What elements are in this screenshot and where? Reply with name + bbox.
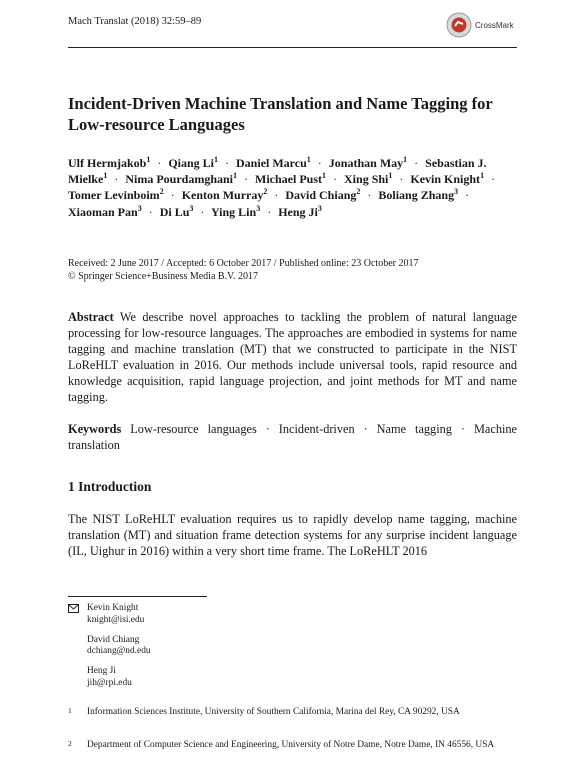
author-affiliation-mark: 2 bbox=[263, 187, 268, 197]
author-name: Di Lu bbox=[159, 204, 190, 219]
author bbox=[68, 205, 142, 219]
author-separator: · bbox=[267, 204, 272, 219]
author-separator: · bbox=[244, 172, 249, 187]
author-name: Kevin Knight bbox=[410, 172, 481, 187]
author-separator: · bbox=[399, 172, 404, 187]
author-name: Sebastian J. Mielke bbox=[68, 156, 487, 187]
author-name: Kevin Knight bbox=[87, 603, 139, 613]
author-affiliation-mark: 3 bbox=[317, 203, 322, 213]
author-separator: · bbox=[317, 156, 322, 170]
author bbox=[410, 172, 484, 186]
author bbox=[182, 188, 268, 202]
author-name: Heng Ji bbox=[278, 204, 318, 219]
section-heading-introduction: 1 Introduction bbox=[68, 479, 152, 494]
author bbox=[255, 172, 326, 186]
introduction-text: The NIST LoReHLT evaluation requires us to rapidly develop name tagging, machine translation (MT) and situation frame detection systems for any surprise incident language (IL, Uighur in 2016) within a very short time frame. The LoReHLT 2016 bbox=[68, 512, 517, 558]
abstract bbox=[68, 310, 517, 405]
author bbox=[68, 188, 164, 202]
affiliation-1 bbox=[68, 707, 517, 719]
correspondence-author bbox=[87, 666, 151, 690]
author-separator: · bbox=[465, 188, 470, 203]
keywords-label: Keywords bbox=[68, 422, 122, 436]
author-separator: · bbox=[491, 172, 496, 187]
author-name: Qiang Li bbox=[168, 156, 215, 170]
author-affiliation-mark: 3 bbox=[256, 203, 261, 213]
affiliation-number: 2 bbox=[68, 739, 72, 748]
author-affiliation-mark: 2 bbox=[159, 187, 164, 197]
author-affiliation-mark: 3 bbox=[137, 203, 142, 213]
author-separator: · bbox=[148, 204, 153, 219]
author bbox=[278, 205, 322, 219]
author-separator: · bbox=[200, 204, 205, 219]
footnote-rule bbox=[68, 596, 207, 597]
author-list bbox=[68, 155, 517, 220]
author-email[interactable]: knight@isi.edu bbox=[87, 614, 145, 625]
author-separator: · bbox=[274, 188, 279, 203]
author-separator: · bbox=[225, 156, 230, 170]
author-affiliation-mark: 3 bbox=[454, 187, 459, 197]
author bbox=[344, 172, 392, 186]
author bbox=[160, 205, 194, 219]
author-affiliation-mark: 1 bbox=[306, 155, 311, 164]
author-separator: · bbox=[157, 156, 162, 170]
author-name: Xiaoman Pan bbox=[68, 204, 138, 219]
author-affiliation-mark: 1 bbox=[146, 155, 151, 164]
author bbox=[285, 188, 360, 202]
keywords-text: Low-resource languages · Incident-driven · Name tagging · Machine translation bbox=[68, 422, 517, 452]
header-rule bbox=[68, 47, 517, 48]
author-separator: · bbox=[367, 188, 372, 203]
author-name: Ying Lin bbox=[210, 204, 257, 219]
author-name: Daniel Marcu bbox=[236, 156, 307, 170]
correspondence-author bbox=[87, 635, 151, 659]
crossmark-label: CrossMark bbox=[475, 20, 514, 30]
author-name: Xing Shi bbox=[344, 172, 389, 187]
author bbox=[236, 156, 311, 170]
crossmark-icon bbox=[446, 12, 472, 38]
paper-title: Incident-Driven Machine Translation and Name Tagging for Low-resource Languages bbox=[68, 94, 493, 134]
author-separator: · bbox=[414, 156, 419, 170]
crossmark-badge[interactable] bbox=[446, 10, 528, 40]
author-email[interactable]: dchiang@nd.edu bbox=[87, 646, 151, 657]
abstract-label: Abstract bbox=[68, 310, 114, 324]
author-affiliation-mark: 1 bbox=[103, 171, 108, 181]
author-affiliation-mark: 2 bbox=[356, 187, 361, 197]
author-affiliation-mark: 1 bbox=[388, 171, 393, 181]
abstract-text: We describe novel approaches to tackling the problem of natural language processing for low-resource languages. The approaches are embodied in systems for name tagging and machine translation (MT) that we constructed to participate in the NIST LoReHLT evaluation in 2016. Our methods include universal tools, rapid resource and knowledge acquisition, rapid language projection, and joint methods for MT and name tagging. bbox=[68, 310, 517, 404]
correspondence-author bbox=[87, 603, 151, 627]
author-affiliation-mark: 1 bbox=[214, 155, 219, 164]
author-name: David Chiang bbox=[87, 634, 140, 645]
affiliation-2 bbox=[68, 740, 517, 752]
author bbox=[329, 156, 407, 170]
author-name: Heng Ji bbox=[87, 666, 116, 677]
affiliation-text: Department of Computer Science and Engineering, University of Notre Dame, Notre Dame, IN 46556, USA bbox=[87, 740, 495, 750]
author bbox=[211, 205, 260, 219]
author-name: Tomer Levinboim bbox=[68, 188, 160, 203]
author-separator: · bbox=[333, 172, 338, 187]
author bbox=[168, 156, 218, 170]
author-name: Nima Pourdamghani bbox=[125, 172, 234, 187]
keywords bbox=[68, 422, 517, 454]
affiliation-number: 1 bbox=[68, 706, 72, 715]
author-separator: · bbox=[114, 172, 119, 187]
author-name: Jonathan May bbox=[328, 156, 404, 170]
author-affiliation-mark: 1 bbox=[322, 171, 327, 181]
author-email[interactable]: jih@rpi.edu bbox=[87, 677, 132, 688]
copyright-line: © Springer Science+Business Media B.V. 2017 bbox=[68, 270, 258, 282]
author-name: Michael Pust bbox=[255, 172, 323, 187]
author-affiliation-mark: 1 bbox=[480, 171, 485, 181]
publication-dates bbox=[68, 258, 517, 283]
author-name: Kenton Murray bbox=[181, 188, 264, 203]
author bbox=[125, 172, 237, 186]
author bbox=[68, 156, 150, 170]
affiliation-text: Information Sciences Institute, University of Southern California, Marina del Rey, CA 90292, USA bbox=[87, 707, 460, 717]
envelope-icon bbox=[68, 604, 79, 613]
author-name: Ulf Hermjakob bbox=[68, 156, 147, 170]
author-name: David Chiang bbox=[285, 188, 357, 203]
author bbox=[378, 188, 458, 202]
author-name: Boliang Zhang bbox=[378, 188, 455, 203]
author-affiliation-mark: 3 bbox=[189, 203, 194, 213]
author-affiliation-mark: 1 bbox=[403, 155, 408, 164]
journal-reference: Mach Translat (2018) 32:59–89 bbox=[68, 16, 202, 27]
author-separator: · bbox=[170, 188, 175, 203]
correspondence-block bbox=[68, 603, 151, 698]
author-affiliation-mark: 1 bbox=[233, 171, 238, 181]
dates-line: Received: 2 June 2017 / Accepted: 6 October 2017 / Published online: 23 October 2017 bbox=[68, 258, 419, 269]
